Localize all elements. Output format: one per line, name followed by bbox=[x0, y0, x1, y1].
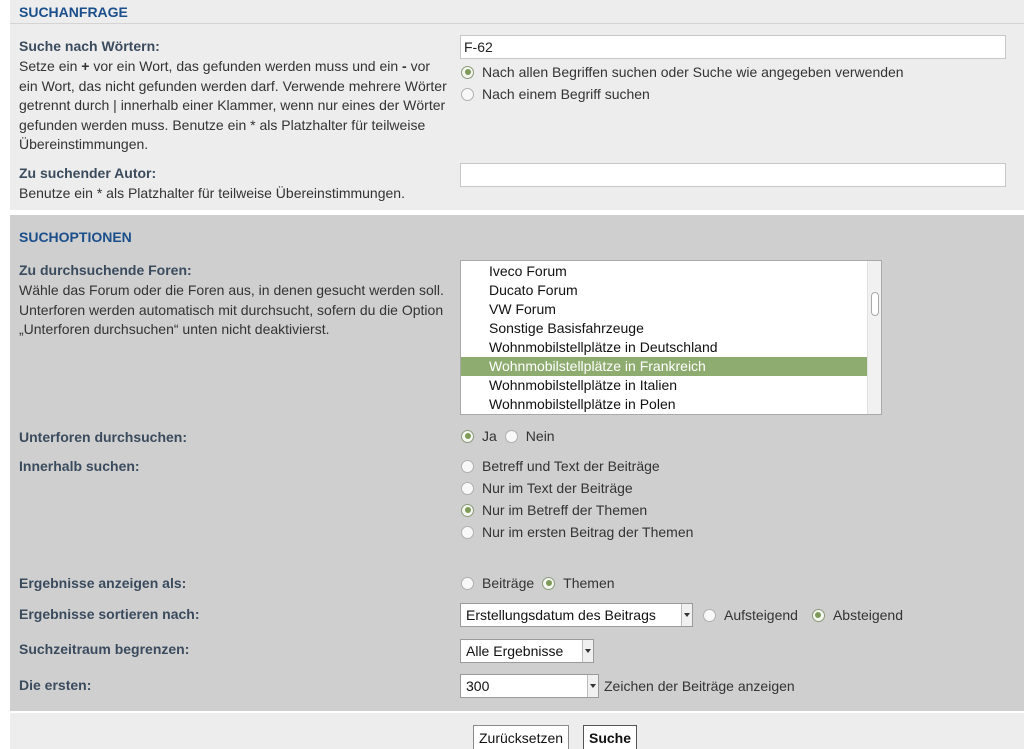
terms-all-option[interactable] bbox=[461, 64, 904, 80]
terms-all-label: Nach allen Begriffen suchen oder Suche wie angegeben verwenden bbox=[482, 64, 904, 80]
display-label: Ergebnisse anzeigen als: bbox=[19, 575, 187, 591]
forum-option-frankreich[interactable]: Wohnmobilstellplätze in Frankreich bbox=[461, 357, 867, 376]
sort-select-value: Erstellungsdatum des Beitrags bbox=[466, 607, 656, 623]
display-topics-radio[interactable] bbox=[542, 577, 555, 590]
sort-label: Ergebnisse sortieren nach: bbox=[19, 606, 200, 622]
first-chars-select[interactable] bbox=[460, 674, 599, 698]
radio-unchecked-icon[interactable] bbox=[461, 526, 474, 539]
terms-any-label: Nach einem Begriff suchen bbox=[482, 86, 650, 102]
search-query-panel bbox=[10, 0, 1024, 210]
author-label: Zu suchender Autor: bbox=[19, 165, 157, 181]
timeframe-select-value: Alle Ergebnisse bbox=[466, 643, 564, 659]
display-posts-radio[interactable] bbox=[461, 577, 474, 590]
subforums-label: Unterforen durchsuchen: bbox=[19, 429, 188, 445]
forum-option-sonstige[interactable]: Sonstige Basisfahrzeuge bbox=[489, 320, 644, 336]
within-option-label: Nur im ersten Beitrag der Themen bbox=[482, 524, 694, 540]
radio-checked-icon[interactable] bbox=[461, 66, 474, 79]
plus-symbol: + bbox=[81, 58, 90, 74]
timeframe-select[interactable] bbox=[460, 639, 594, 663]
subforums-yes-label: Ja bbox=[482, 428, 497, 444]
dropdown-arrow-icon[interactable] bbox=[681, 604, 692, 626]
forum-option-ducato[interactable]: Ducato Forum bbox=[489, 282, 578, 298]
radio-unchecked-icon[interactable] bbox=[461, 460, 474, 473]
radio-unchecked-icon[interactable] bbox=[461, 482, 474, 495]
first-chars-suffix: Zeichen der Beiträge anzeigen bbox=[604, 678, 795, 694]
within-option-subject-text[interactable] bbox=[461, 458, 660, 474]
reset-button[interactable]: Zurücksetzen bbox=[473, 725, 569, 749]
minus-symbol: - bbox=[402, 58, 407, 74]
subforums-no-radio[interactable] bbox=[505, 430, 518, 443]
display-topics-label: Themen bbox=[563, 575, 615, 591]
radio-unchecked-icon[interactable] bbox=[461, 88, 474, 101]
sort-select[interactable] bbox=[460, 603, 693, 627]
timeframe-label: Suchzeitraum begrenzen: bbox=[19, 641, 190, 657]
author-description: Benutze ein * als Platzhalter für teilweise Übereinstimmungen. bbox=[19, 185, 405, 201]
forum-options bbox=[461, 261, 867, 414]
words-desc-part: Setze ein bbox=[19, 58, 82, 74]
search-query-title: SUCHANFRAGE bbox=[19, 4, 128, 20]
radio-checked-icon[interactable] bbox=[461, 504, 474, 517]
sort-asc-radio[interactable] bbox=[703, 609, 716, 622]
sort-asc-label: Aufsteigend bbox=[724, 607, 798, 623]
first-chars-select-value: 300 bbox=[466, 678, 490, 694]
dropdown-arrow-icon[interactable] bbox=[582, 640, 593, 662]
forums-description: Wähle das Forum oder die Foren aus, in denen gesucht werden soll. Unterforen werden automatisch mit durchsucht, sofern du die Option „Unterforen durchsuchen“ unten nicht deaktivierst. bbox=[19, 282, 444, 337]
words-desc-part: vor ein Wort, das nicht gefunden werden darf. Verwende mehrere Wörter getrennt durch | innerhalb einer Klammer, wenn nur eines der Wörter gefunden werden muss. Benutze ein * als Platzhalter für teilweise Übereinstimmungen. bbox=[19, 58, 447, 152]
within-option-label: Betreff und Text der Beiträge bbox=[482, 458, 660, 474]
title-divider bbox=[10, 23, 1024, 24]
forum-option-iveco[interactable]: Iveco Forum bbox=[489, 263, 567, 279]
search-button[interactable]: Suche bbox=[583, 725, 637, 749]
sort-desc-radio[interactable] bbox=[812, 609, 825, 622]
forum-option-vw[interactable]: VW Forum bbox=[489, 301, 556, 317]
forum-option-deutschland[interactable]: Wohnmobilstellplätze in Deutschland bbox=[489, 339, 718, 355]
within-option-label: Nur im Betreff der Themen bbox=[482, 502, 648, 518]
subforums-no-label: Nein bbox=[525, 428, 555, 444]
display-posts-label: Beiträge bbox=[482, 575, 535, 591]
forum-select-list[interactable] bbox=[460, 260, 882, 415]
author-input[interactable] bbox=[460, 163, 1006, 187]
dropdown-arrow-icon[interactable] bbox=[587, 675, 598, 697]
within-option-text[interactable] bbox=[461, 480, 633, 496]
first-chars-label: Die ersten: bbox=[19, 677, 92, 693]
search-options-panel bbox=[10, 215, 1024, 711]
words-desc-part: vor ein Wort, das gefunden werden muss und ein bbox=[89, 58, 403, 74]
subforums-yes-radio[interactable] bbox=[461, 430, 474, 443]
subforums-options bbox=[461, 428, 555, 444]
form-actions bbox=[10, 713, 1024, 749]
forum-option-italien[interactable]: Wohnmobilstellplätze in Italien bbox=[489, 377, 678, 393]
sort-direction-options bbox=[703, 607, 903, 623]
within-option-subject[interactable] bbox=[461, 502, 647, 518]
terms-any-option[interactable] bbox=[461, 86, 650, 102]
within-option-label: Nur im Text der Beiträge bbox=[482, 480, 633, 496]
display-options bbox=[461, 575, 615, 591]
search-options-title: SUCHOPTIONEN bbox=[19, 229, 132, 245]
within-option-first-post[interactable] bbox=[461, 524, 693, 540]
words-label: Suche nach Wörtern: bbox=[19, 38, 160, 54]
keywords-input[interactable] bbox=[460, 35, 1006, 59]
forum-list-scrollbar[interactable] bbox=[867, 261, 881, 414]
scrollbar-thumb[interactable] bbox=[871, 292, 879, 316]
forums-label: Zu durchsuchende Foren: bbox=[19, 262, 192, 278]
sort-desc-label: Absteigend bbox=[832, 607, 904, 623]
forum-option-polen[interactable]: Wohnmobilstellplätze in Polen bbox=[489, 396, 676, 412]
within-label: Innerhalb suchen: bbox=[19, 458, 140, 474]
words-description bbox=[19, 57, 449, 155]
